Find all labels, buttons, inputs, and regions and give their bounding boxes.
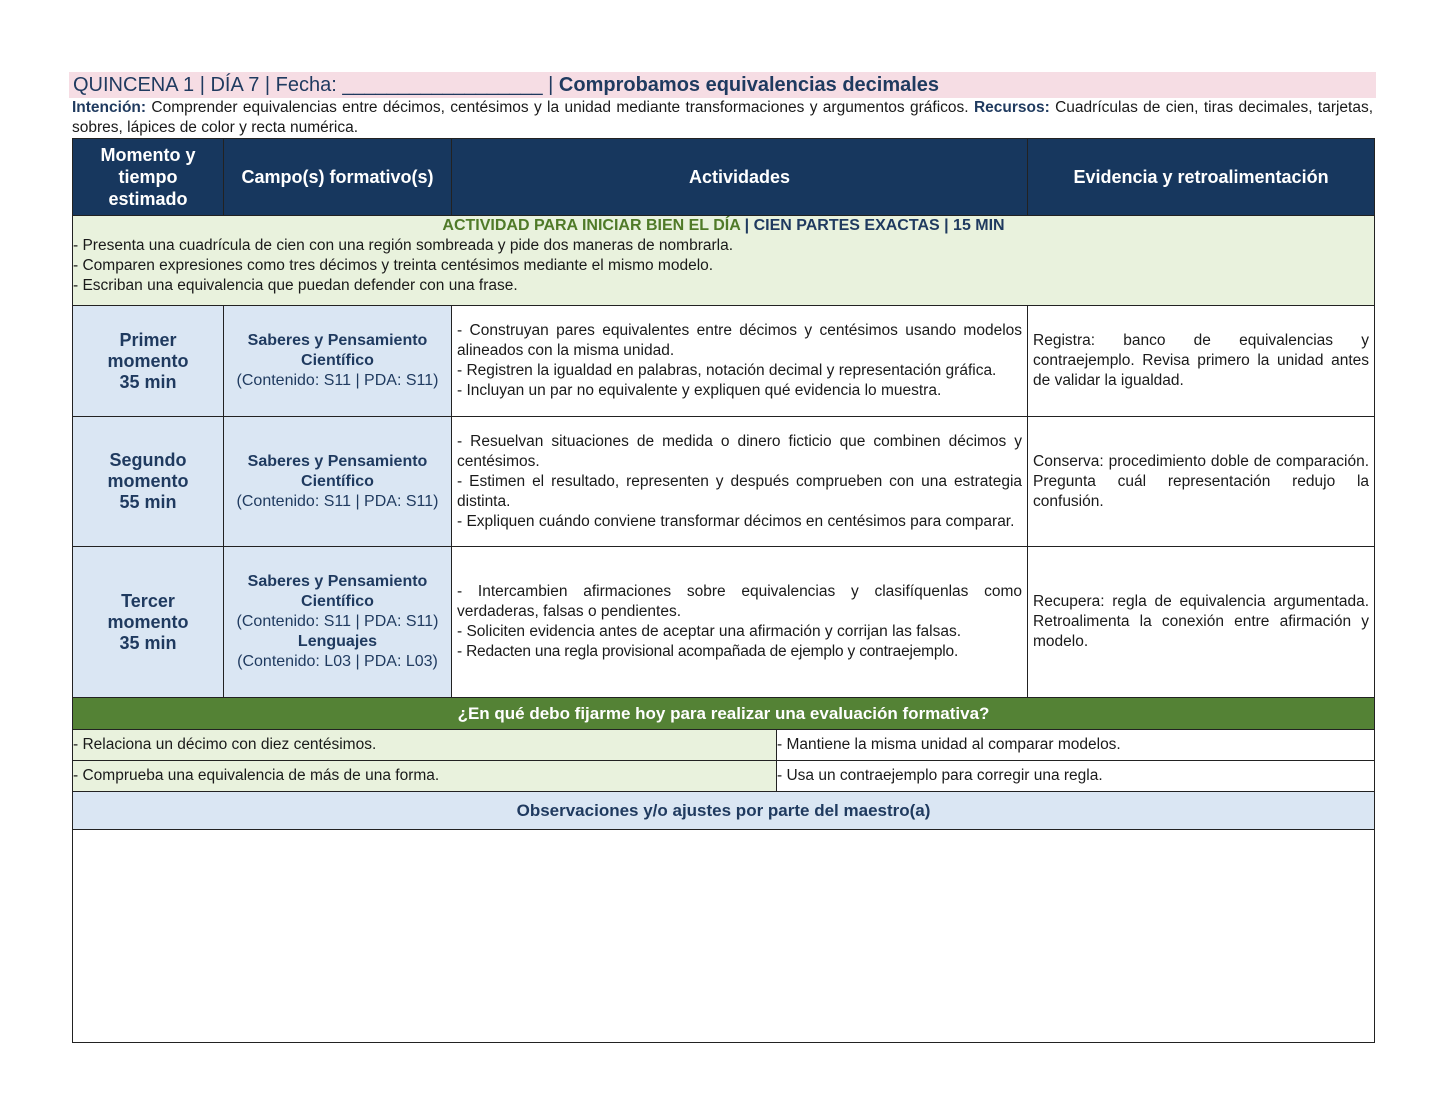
observations-header-row (73, 792, 1375, 830)
start-activity-title (73, 216, 1374, 236)
campo-name: Saberes y Pensamiento Científico (247, 332, 428, 369)
moment-row-3 (73, 547, 1375, 698)
evaluation-question: ¿En qué debo fijarme hoy para realizar una evaluación formativa? (73, 698, 1375, 730)
moment-row-2 (73, 417, 1375, 547)
header-campo: Campo(s) formativo(s) (224, 139, 452, 216)
evaluation-item: - Relaciona un décimo con diez centésimos. (73, 730, 777, 761)
activity-line: - Expliquen cuándo conviene transformar décimos en centésimos para comparar. (457, 512, 1015, 530)
moment-name-cell: Tercer momento 35 min (73, 547, 224, 698)
header-evidencia: Evidencia y retroalimentación (1028, 139, 1375, 216)
page-title (69, 72, 1376, 98)
evaluation-row-2 (73, 761, 1375, 792)
activity-line: - Registren la igualdad en palabras, notación decimal y representación gráfica. (457, 362, 997, 379)
moment-row-1 (73, 306, 1375, 417)
activity-line: - Soliciten evidencia antes de aceptar una afirmación y corrijan las falsas. (457, 623, 962, 640)
lesson-plan-table (72, 138, 1375, 1043)
activity-line: - Resuelvan situaciones de medida o dinero ficticio que combinen décimos y centésimos. (457, 432, 1023, 470)
observations-label: Observaciones y/o ajustes por parte del maestro(a) (73, 792, 1375, 830)
campo-name: Saberes y Pensamiento Científico (247, 573, 428, 610)
start-line: - Comparen expresiones como tres décimos y treinta centésimos mediante el mismo modelo. (73, 257, 714, 274)
intent-text: Comprender equivalencias entre décimos, centésimos y la unidad mediante transformaciones y argumentos gráficos. (151, 99, 969, 116)
title-prefix: QUINCENA 1 | DÍA 7 | Fecha: __________________ | (73, 74, 554, 96)
evaluation-row-1 (73, 730, 1375, 761)
campo-cell (224, 306, 452, 417)
campo-contenido: (Contenido: S11 | PDA: S11) (236, 372, 439, 389)
activity-line: - Estimen el resultado, representen y después comprueben con una estrategia distinta. (457, 472, 1023, 510)
campo-name-2: Lenguajes (297, 633, 378, 650)
header-row (73, 139, 1375, 216)
evaluation-item: - Comprueba una equivalencia de más de una forma. (73, 761, 777, 792)
title-subject: Comprobamos equivalencias decimales (558, 74, 940, 96)
activities-cell (452, 417, 1028, 547)
start-line: - Presenta una cuadrícula de cien con una región sombreada y pide dos maneras de nombrarla. (73, 237, 734, 254)
resources-label: Recursos: (973, 99, 1050, 116)
start-activity-subtitle: | CIEN PARTES EXACTAS | 15 MIN (744, 217, 1005, 234)
evidence-cell: Recupera: regla de equivalencia argumentada. Retroalimenta la conexión entre afirmación y modelo. (1028, 547, 1375, 698)
campo-name: Saberes y Pensamiento Científico (247, 452, 428, 490)
evidence-cell: Conserva: procedimiento doble de comparación. Pregunta cuál representación redujo la confusión. (1028, 417, 1375, 547)
campo-contenido-2: (Contenido: L03 | PDA: L03) (237, 653, 438, 670)
campo-contenido: (Contenido: S11 | PDA: S11) (236, 492, 439, 510)
evidence-cell: Registra: banco de equivalencias y contraejemplo. Revisa primero la unidad antes de validar la igualdad. (1028, 306, 1375, 417)
activity-line: - Construyan pares equivalentes entre décimos y centésimos usando modelos alineados con la misma unidad. (457, 322, 1023, 359)
activities-cell (452, 306, 1028, 417)
header-actividades: Actividades (452, 139, 1028, 216)
activity-line: - Intercambien afirmaciones sobre equivalencias y clasifíquenlas como verdaderas, falsas o pendientes. (457, 583, 1023, 620)
intent-label: Intención: (72, 99, 147, 116)
campo-cell (224, 417, 452, 547)
resources-text: Cuadrículas de cien, tiras decimales, tarjetas, sobres, lápices de color y recta numérica. (72, 99, 1374, 136)
campo-contenido: (Contenido: S11 | PDA: S11) (236, 613, 439, 630)
observations-body-row (73, 830, 1375, 1043)
moment-name-cell: Primer momento 35 min (73, 306, 224, 417)
intent-paragraph (72, 98, 1373, 138)
moment-name-cell: Segundo momento 55 min (73, 417, 224, 547)
activity-line: - Redacten una regla provisional acompañada de ejemplo y contraejemplo. (457, 643, 959, 660)
activity-line: - Incluyan un par no equivalente y expliquen qué evidencia lo muestra. (457, 382, 942, 399)
evaluation-item: - Usa un contraejemplo para corregir una regla. (777, 761, 1375, 792)
start-activity-label: ACTIVIDAD PARA INICIAR BIEN EL DÍA (442, 217, 741, 234)
observations-input-area[interactable] (73, 830, 1375, 1043)
start-line: - Escriban una equivalencia que puedan defender con una frase. (73, 277, 518, 294)
evaluation-item: - Mantiene la misma unidad al comparar modelos. (777, 730, 1375, 761)
start-activity-row (73, 216, 1375, 306)
evaluation-header-row (73, 698, 1375, 730)
activities-cell (452, 547, 1028, 698)
header-moment: Momento y tiempo estimado (73, 139, 224, 216)
campo-cell (224, 547, 452, 698)
start-activity-cell (73, 216, 1375, 306)
